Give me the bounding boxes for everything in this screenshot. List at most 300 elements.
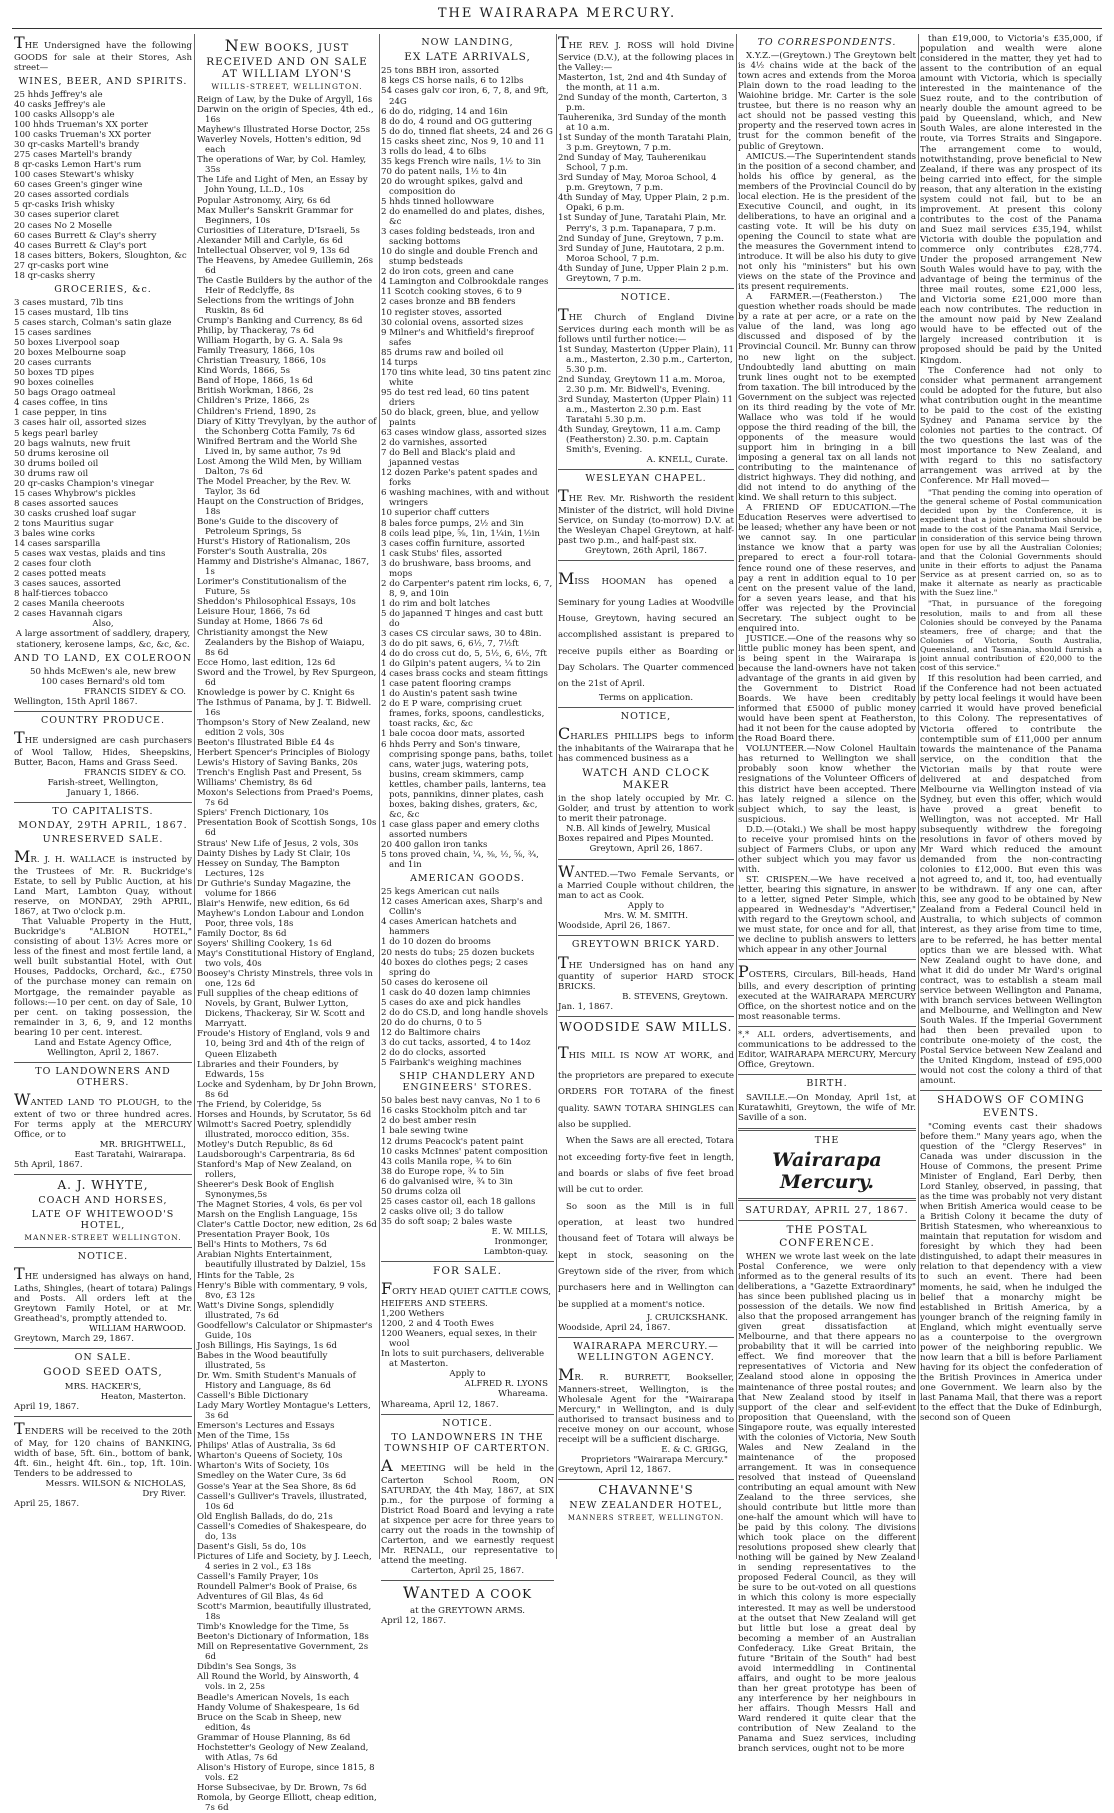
books-list [197,95,377,1813]
list-item: 2 tons Mauritius sugar [14,518,114,529]
divider [558,935,734,936]
produce-heading: COUNTRY PRODUCE. [40,714,166,726]
list-item: Dr Guthrie's Sunday Magazine, the volume for 1866 [197,878,351,899]
list-item: Cassell's Gulliver's Travels, illustrated, 10s 6d [197,1491,367,1512]
divider [14,1416,192,1417]
paragraph: WHEN we wrote last week on the late Postal Conference, we were only informed as to the general results of its deliberations, a "Gazette Extraordinary" has since been published placing us in possession of the details. We now find also that the proposed arrangement has given great dissatisfaction at Melbourne, and that there appears no probability that it will be carried into effect. We find moreover that the representatives of Victoria and New Zealand stood alone in opposing the maintenance of three postal routes; and that New Zealand stood by itself in support of the clear and self-evident proposition that Queensland, with the Singapore route, was equally interested with the colonies of Victoria, New South Wales and New Zealand in the maintenance of the proposed arrangement. It was in consequence resolved that instead of Queensland contributing an equal amount with New Zealand to the three services, she should contribute but little more than one-half the amount which will have to be paid by this colony. The divisions which took place on the different resolutions proposed shew clearly that nothing will be gained by New Zealand in sending representatives to the proposed Federal Council, as they will be sure to be out-voted on all questions in which this colony is more especially interested. It may as well be understood at the outset that New Zealand will get but little but lose a great deal by becoming a member of an Australian Confederacy. Like Great Britain, the future "Britain of the South" had best avoid intermeddling in Continental affairs, and ought to be more jealous than her great prototype has been of any interference by her neighbours in her affairs. Though Messrs Hall and Ward rendered it quite clear that the contribution of New Zealand to the Panama and Suez services, including branch services, ought not to be more [738,1251,916,1755]
list-item: 5 cases starch, Colman's satin glaze [14,318,172,329]
divider [738,1128,916,1131]
list-item: Curiosities of Literature, D'Israeli, 5s [197,225,360,236]
list-item: 5 qr-casks Irish whisky [14,200,115,211]
whyte-name: A. J. WHYTE, [57,1178,149,1193]
list-item: 4 cases American hatchets and hammers [381,917,517,938]
harwood-text: THE undersigned has always on hand, Laths, Shingles, (heart of totara) Palings and Posts. All orders left at the Greytown Family Hotel, or at Mr. Greathead's, promptly attended to. [14,1264,192,1325]
list-item: The Friend, by Coleridge, 5s [197,1099,322,1110]
list-item: 5 do japanned T hinges and cast butt do [381,608,543,629]
landing-list [381,66,554,870]
unreserved-heading: UNRESERVED SALE. [42,834,164,846]
list-item: 50 do black, green, blue, and yellow paints [381,407,539,429]
paragraph: A FRIEND OF EDUCATION.—The Education Reserves were advertised to be leased; whether any have been or not we cannot say. In one particular instance we know that a party was prepared to erect a four-roll totara-fence round one of these reserves, and pay a rent in addition equal to 10 per cent on the present value of the land, for a seven years lease, and that his offer was rejected by the Provincial Secretary. The subject ought to be enquired into. [738,503,916,634]
chavanne-heading: CHAVANNE'S [598,1483,694,1498]
divider [381,1261,554,1262]
list-item: 4th Sunday, Greytown, 11 a.m. Camp (Featherston) 2.30. p.m. Captain Smith's, Evening. [558,425,721,456]
list-item: 20 do wrought spikes, galvd and composition do [381,176,523,197]
list-item: 95 do test red lead, 60 tins patent driers [381,387,530,408]
saw-text: THIS MILL IS NOW AT WORK, and the proprietors are prepared to execute ORDERS FOR TOTARA of the finest quality. SAWN TOTARA SHINGLES can also be supplied. [558,1042,734,1130]
oats-name: MRS. HACKER'S, [64,1381,142,1392]
divider [14,802,192,803]
list-item: 35 kegs French wire nails, 1½ to 3in [381,156,542,167]
list-item: The Life and Light of Men, an Essay by John Young, LL.D., 10s [197,175,368,196]
chavanne-address: MANNERS STREET, WELLINGTON. [567,1514,725,1523]
list-item: 2 casks olive oil; 3 do tallow [381,1206,504,1217]
harwood-signature: WILLIAM HARWOOD. [89,1324,186,1335]
list-item: 30 casks crushed loaf sugar [14,508,136,519]
divider [381,1414,554,1415]
list-item: 2nd Sunday of May, Tauherenikau School, 7 p.m. [558,153,707,174]
list-item: Scott's Marmion, beautifully illustrated, 18s [197,1602,372,1623]
list-item: Reign of Law, by the Duke of Argyll, 16s [197,95,373,106]
wallace-date: Wellington, April 2, 1867. [47,1047,159,1058]
shadows-heading: SHADOWS OF COMING EVENTS. [937,1094,1085,1119]
quote: "That pending the coming into operation of the general scheme of Postal communication decided upon by the Conference, it is expedient that a joint contribution should be made to the cost of the Panama Mail Service, in consideration of this service being thrown open for use by all the Australian Colonies; and that the Colonial Governments should unite in their efforts to adjust the Panama Service as at present carried on, so as to make it alternate as nearly as practicable with the Suez line." [920,488,1102,598]
brick-heading: GREYTOWN BRICK YARD. [571,939,721,951]
list-item: 4th Sunday of May, Upper Plain, 2 p.m. Opaki, 6 p.m. [558,193,730,214]
list-item: Marsh on the English Language, 15s [197,1210,358,1221]
list-item: The Model Preacher, by the Rev. W. Taylor, 3s 6d [197,476,352,497]
list-item: Lost Among the Wild Men, by William Dalton, 7s 6d [197,456,362,477]
list-item: 100 hhds Trueman's XX porter [14,120,149,131]
list-item: 3 cases folding bedsteads, iron and sacking bottoms [381,227,535,248]
list-item: Bone's Guide to the discovery of Petroleum Springs, 5s [197,517,338,538]
list-item: Cassell's Family Prayer, 10s [197,1571,319,1582]
phillips-date: Greytown, April 26, 1867. [589,844,703,855]
list-item: 100 cases Bernard's old tom [41,676,165,687]
agency-date: Greytown, April 12, 1867. [558,1465,671,1476]
list-item: Lewis's History of Saving Banks, 20s [197,758,358,769]
list-item: Crump's Banking and Currency, 8s 6d [197,316,363,327]
carterton-text: A MEETING will be held in the Carterton School Room, ON SATURDAY, the 4th May, 1867, at SIX p.m., for the purpose of forming a District Road Board and levying a rate at sixpence per acre for three years to carry out the roads in the township of Carterton, and we earnestly request Mr. RENALL, our representative to attend the meeting. [381,1455,554,1566]
divider [558,1016,734,1017]
list-item: Josh Billings, His Sayings, 1s 6d [197,1340,338,1351]
divider [381,1580,554,1581]
column-4 [558,34,734,1559]
list-item: 1200, 2 and 4 Tooth Ewes [381,1319,494,1330]
wallace-office: Land and Estate Agency Office, [34,1037,172,1048]
list-item: Straus' New Life of Jesus, 2 vols, 30s [197,838,359,849]
list-item: Intellectual Observer, vol 9, 13s 6d [197,245,350,256]
american-heading: AMERICAN GOODS. [410,873,525,885]
list-item: Cassell's Comedies of Shakespeare, do do, 13s [197,1521,367,1542]
divider [14,1062,192,1063]
list-item: 43 coils Manila rope, ¾ to 6in [381,1156,512,1167]
list-item: 5 cases do axe and pick handles [381,997,521,1008]
list-item: Popular Astronomy, Airy, 6s 6d [197,195,331,206]
tenders-signature: Messrs. WILSON & NICHOLAS, [45,1478,186,1489]
list-item: 20 cases assorted cordials [14,190,129,201]
list-item: Sword and the Trowel, by Rev Spurgeon, 6d [197,667,377,688]
list-item: Horse Subsecivae, by Dr. Brown, 7s 6d [197,1782,367,1793]
paragraph: JUSTICE.—One of the reasons why so little public money has been spent, and is being spent in the Wairarapa is because the land-owners have not taken advantage of the grants in aid given by the Government to District Road Boards. We have been creditably informed that £5000 of public money would have been spent at Featherston, had it not been for the cause adopted by the Road Board there. [738,633,916,745]
list-item: 4 cases coffee, in tins [14,398,108,409]
list-item: 6 hhds Perry and Son's tinware, comprising sponge pans, baths, toilet cans, water jugs, watering pots, busins, cream skimmers, camp kettles, chamber pails, lanterns, tea pots, pannikins, dinner plates, cash boxes, baking dishes, graters, &c, &c, &c [381,739,553,820]
also-label: Also, [92,619,114,630]
sidey-intro: THE Undersigned have the following GOODS for sale at their Stores, Ash street— [14,33,192,73]
list-item: 1 do rim and bolt latches [381,598,491,609]
column-1 [14,34,192,1559]
list-item: 85 drums raw and boiled oil [381,347,504,358]
saw-heading: WOODSIDE SAW MILLS. [559,1020,733,1035]
list-item: 50 bales best navy canvas, No 1 to 6 [381,1096,541,1107]
wanted-text: WANTED.—Two Female Servants, or a Married Couple without children, the man to act as Cook. [558,861,734,902]
list-item: Sheerer's Desk Book of English Synonymes,5s [197,1180,335,1201]
list-item: 8 do do, 4 round and OG guttering [381,116,532,127]
phillips-text: CHARLES PHILLIPS begs to inform the inhabitants of the Wairarapa that he has commenced business as a [558,723,734,764]
list-item: 30 colonial ovens, assorted sizes [381,317,524,328]
wanted-date: Woodside, April 26, 1867. [558,921,671,932]
harwood-date: Greytown, March 29, 1867. [14,1334,135,1345]
divider [558,288,734,289]
list-item: Max Muller's Sanskrit Grammar for Beginners, 10s [197,205,354,226]
oats-text: GOOD SEED OATS, [43,1366,163,1379]
list-item: Laudsborough's Carpentraria, 8s 6d [197,1149,355,1160]
list-item: 3 cases coffin furniture, assorted [381,538,525,549]
list-item: 2 cases Havannah cigars [14,609,123,620]
correspondents-heading: TO CORRESPONDENTS. [757,37,897,48]
wanted-signature: Mrs. W. M. SMITH. [604,911,688,922]
phillips-nb: N.B. All kinds of Jewelry, Musical Boxes repaired and Pipes Mounted. [558,824,714,845]
list-item: 1 case pepper, in tins [14,408,107,419]
ship-heading: SHIP CHANDLERY AND ENGINEERS' STORES. [399,1071,536,1094]
list-item: Arabian Nights Entertainment, beautifully illustrated by Dalziel, 15s [197,1250,366,1271]
list-item: Selections from the writings of John Ruskin, 8s 6d [197,295,355,317]
list-item: 18 cases bitters, Bokers, Sloughton, &c [14,250,187,261]
list-item: Winifred Bertram and the World She Lived in, by same author, 7s 9d [197,436,358,457]
list-item: 1 do Austin's patent sash twine [381,689,518,700]
produce-text: THE undersigned are cash purchasers of Wool Tallow, Hides, Sheepskins, Butter, Bacon, Hams and Grass Seed. [14,727,192,768]
list-item: 20 400 gallon iron tanks [381,840,488,850]
list-item: Ecce Homo, last edition, 12s 6d [197,657,336,668]
list-item: 60 cases Burrett & Clay's sherry [14,230,157,241]
paragraph: D.D.—(Otaki.) We shall be most happy to receive your promised hints on the subject of Farmers Clubs, or upon any other subject which you may favor us with. [738,824,916,875]
list-item: Grammar of House Planning, 8s 6d [197,1732,351,1743]
list-item: Roundell Palmer's Book of Praise, 6s [197,1581,357,1592]
forsale-signature: ALFRED R. LYONS [464,1379,548,1390]
list-item: 2 cases four cloth [14,559,92,570]
list-item: 15 cases mustard, 1lb tins [14,307,129,318]
list-item: 9 Milner's and Whitfield's fireproof safes [381,327,534,348]
birth-heading: BIRTH. [806,1078,848,1090]
divider [558,560,734,561]
list-item: Emerson's Lectures and Essays [197,1421,335,1432]
list-item: The Isthmus of Panama, by J. T. Bidwell. 16s [197,697,372,718]
divider [738,1198,916,1201]
list-item: Gosse's Year at the Sea Shore, 8s 6d [197,1481,357,1492]
list-item: 18 qr-casks sherry [14,270,95,281]
list-item: 25 cases castor oil, each 18 gallons [381,1196,536,1207]
list-item: 7 do Bell and Black's plaid and japanned vestas [381,448,516,469]
brick-signature: B. STEVENS, Greytown. [622,992,728,1003]
capitalists-heading: TO CAPITALISTS. [52,805,154,817]
list-item: 3 cases sauces, assorted [14,579,121,590]
column-divider [736,34,737,1559]
list-item: Spiers' French Dictionary, 10s [197,808,329,819]
list-item: Alexander Mill and Carlyle, 6s 6d [197,235,343,246]
list-item: 4th Sunday of June, Upper Plain 2 p.m. Greytown, 7 p.m. [558,263,729,284]
list-item: Babes in the Wood beautifully illustrated, 5s [197,1350,328,1371]
title-the: THE [814,1134,840,1146]
brick-text: THE Undersigned has on hand any quantity of superior HARD STOCK BRICKS. [558,952,734,993]
list-item: 35 do soft soap; 2 bales waste [381,1216,513,1227]
list-item: 40 cases Burrett & Clay's port [14,240,147,251]
land-heading: AND TO LAND, EX COLEROON [14,652,192,664]
paragraph: ST. CRISPEN.—We have received a letter, bearing this signature, in answer to a letter, signed Peter Simple, which appeared in Wednesday's "Advertiser," with regard to the Greytown school, and we must state, for once and for all, that we decline to publish answers to letters which appear in any other Journal [738,874,916,956]
list-item: 1 do Gilpin's patent augers, ¼ to 2in [381,659,541,670]
list-item: Motley's Dutch Republic, 8s 6d [197,1139,334,1150]
list-item: 3 cases mustard, 7lb tins [14,297,124,308]
notice-heading: NOTICE. [77,1251,129,1263]
list-item: 25 kegs American cut nails [381,887,500,898]
wanted-apply: Apply to [627,901,665,912]
list-item: Bruce on the Scab in Sheep, new edition, 4s [197,1712,342,1733]
church-list [558,345,734,456]
list-item: Waverley Novels, Hotten's edition, 9d each [197,135,362,156]
column-5 [738,34,916,1755]
divider [738,1220,916,1221]
divider [558,469,734,470]
groceries-list [14,298,192,620]
forsale-apply: Apply to [449,1369,486,1380]
divider [14,1247,192,1248]
list-item: 4 do do cross cut do, 5, 5½, 6, 6½, 7ft [381,649,547,660]
forsale-list [381,1309,554,1369]
list-item: Old English Ballads, do do, 21s [197,1511,333,1522]
list-item: Goodfellow's Calculator or Shipmaster's Guide, 10s [197,1320,373,1341]
list-item: 5 Fairbank's weighing machines [381,1058,522,1069]
landowners-heading: TO LANDOWNERS AND OTHERS. [35,1065,171,1088]
paragraph: A FARMER.—(Featherston.) The question whether roads should be made by a rate at per acre, or a rate on the value of the land, was long ago discussed and disposed of by the Provincial Council. Mr. Bunny can throw no new light on the subject. Undoubtedly land abutting on main trunk lines ought not to be exempted from taxation. The bill introduced by the Government on the subject was rejected on its third reading by the vote of Mr. Wallace who was told if he would oppose the third reading of the bill, the opponents of the measure would support him in bringing in a bill imposing a general tax on all lands not contributing to the maintenance of district highways. They did nothing, and did not intend to do anything of the kind. We shall return to this subject. [738,292,916,504]
land-list [14,667,192,687]
list-item: Hurst's History of Rationalism, 20s [197,537,351,548]
list-item: 8 kegs CS horse nails, 6 to 12lbs [381,76,524,87]
list-item: 30 drums boiled oil [14,458,99,469]
list-item: 5 hhds tinned hollowware [381,197,494,207]
list-item: Soyers' Shilling Cookery, 1s 6d [197,938,332,949]
wesleyan-heading: WESLEYAN CHAPEL. [585,473,707,485]
agency-signature: E. & C. GRIGG, [661,1445,728,1456]
carterton-date: Carterton, April 25, 1867. [410,1566,525,1577]
divider [558,859,734,860]
ross-list [558,73,734,284]
saw-date: Woodside, April 24, 1867. [558,1322,671,1333]
landowners-signature: MR. BRIGHTWELL, [99,1139,186,1150]
list-item: 8 coils lead pipe, ⅝, 1in, 1¼in, 1½in [381,528,540,539]
newspaper-title: Wairarapa Mercury. [772,1148,882,1193]
books-subheading: WILLIS-STREET, WELLINGTON. [211,82,363,92]
phillips-big: WATCH AND CLOCK MAKER [582,766,710,791]
mills-signature: E. W. MILLS, [491,1226,548,1237]
list-item: 3 cases CS circular saws, 30 to 48in. [381,629,542,640]
also-text: A large assortment of saddlery, drapery, stationery, kerosene lamps, &c, &c, &c. [15,629,191,650]
list-item: 50 drums colza oil [381,1186,461,1197]
list-item: 4 Lamington and Colbrookdale ranges [381,277,549,288]
list-item: 2 do varnishes, assorted [381,438,488,449]
list-item: 10 casks McInnes' patent composition [381,1146,548,1157]
saw-text-3: So soon as the Mill is in full operation, at least two hundred thousand feet of Totara will always be kept in stock, seasoning on the Greytown side of the river, from which purchasers here and in Wellington can be supplied at a moment's notice. [558,1201,734,1310]
postal-article-conclusion [920,674,1102,1086]
list-item: 60 cases Green's ginger wine [14,180,143,191]
sidey-date: Wellington, 15th April 1867. [14,696,138,707]
divider [738,1026,916,1027]
list-item: Band of Hope, 1866, 1s 6d [197,376,313,387]
tenders-text: TENDERS will be received to the 20th of May, for 120 chains of BANKING, width of base, 5ft. 6in., bottom of bank, 4ft. 6in., height 4ft. 6in., top, 1ft. 10in. Tenders to be addressed to [14,1418,192,1479]
list-item: 1 case patent flooring cramps [381,679,512,690]
agency-text: MR. R. BURRETT, Bookseller, Manners-street, Wellington, is the Wholesale Agent for the "Wairarapa Mercury," in Wellington, and is duly authorised to transact business and to receive money on our account, whose receipt will be a sufficient discharge. [558,1365,734,1446]
list-item: 1 cask Stubs' files, assorted [381,548,503,559]
list-item: Christian Treasury, 1866, 10s [197,356,326,367]
list-item: Dainty Dishes by Lady St Clair, 10s [197,848,351,859]
list-item: The operations of War, by Col. Hamley, 35s [197,155,367,176]
list-item: 8 cases assorted sauces [14,498,119,509]
list-item: 3 do cut tacks, assorted, 4 to 14oz [381,1037,531,1048]
list-item: 14 turps [381,357,418,368]
list-item: Mayhew's Illustrated Horse Doctor, 25s [197,125,371,136]
list-item: Dasent's Gisli, 5s do, 10s [197,1541,307,1552]
list-item: Tauherenika, 3rd Sunday of the month at 10 a.m. [558,113,727,134]
onsale-heading: ON SALE. [74,1352,132,1364]
list-item: 5 cases wax vestas, plaids and tins [14,549,166,560]
list-item: Froude's History of England, vols 9 and 10, being 3rd and 4th of the reign of Queen Elizabeth [197,1029,370,1060]
list-item: Men of the Time, 15s [197,1431,290,1442]
list-item: Romola, by George Elliott, cheap edition, 7s 6d [197,1792,377,1813]
posters-text: POSTERS, Circulars, Bill-heads, Hand bills, and every description of printing executed at the WAIRARAPA MERCURY Office, on the shortest notice and on the most reasonable terms. [738,962,916,1023]
list-item: Family Doctor, 8s 6d [197,928,287,939]
list-item: Clater's Cattle Doctor, new edition, 2s 6d [197,1220,377,1231]
list-item: 4 cases brass cocks and steam fittings [381,669,548,680]
list-item: 50 cases do kerosene oil [381,977,488,988]
postal-heading: THE POSTAL CONFERENCE. [779,1224,875,1249]
list-item: Dr. Wm. Smith Student's Manuals of History and Language, 8s 6d [197,1371,356,1392]
list-item: 6 do do, ridging, 14 and 16in [381,106,508,117]
saw-signature: J. CRUICKSHANK. [646,1312,728,1323]
list-item: Leisure Hour, 1866, 7s 6d [197,607,311,618]
list-item: 3 cases hair oil, assorted sizes [14,418,147,429]
list-item: Children's Friend, 1890, 2s [197,406,316,417]
notice2-heading: NOTICE, [620,710,672,722]
list-item: 20 bags walnuts, new fruit [14,438,131,449]
list-item: 2 cases potted meats [14,569,106,580]
list-item: 2 do E P ware, comprising cruet frames, forks, spoons, candlesticks, toast racks, &c, &c [381,699,545,730]
forsale-address: Whareama. [498,1389,548,1400]
masthead: THE WAIRARAPA MERCURY. [437,6,677,21]
list-item: Thompson's Story of New Zealand, new edition 2 vols, 30s [197,717,371,738]
list-item: Haupt on the Construction of Bridges, 18s [197,496,364,517]
list-item: 1 bale cocoa door mats, assorted [381,729,525,740]
quote: "That, in pursuance of the foregoing resolution, mails to and from all these Colonies should be conveyed by the Panama steamers, free of charge; and that the Colonies of Victoria, South Australia, Queensland, and Tasmania, should furnish a joint annual contribution of £20,000 to the cost of this service." [920,599,1102,673]
list-item: 3rd Sunday of May, Moroa School, 4 p.m. Greytown, 7 p.m. [558,173,717,194]
wines-heading: WINES, BEER, AND SPIRITS. [18,75,188,87]
groceries-heading: GROCERIES, &c. [54,283,152,295]
list-item: Children's Prize, 1866, 2s [197,396,310,407]
list-item: 2 cases bronze and BB fenders [381,297,516,308]
list-item: 20 cases No 2 Moselle [14,220,112,231]
list-item: Beadle's American Novels, 1s each [197,1692,350,1703]
list-item: 1 do 10 dozen do brooms [381,937,491,948]
list-item: The Castle Builders by the author of the Heir of Redclyffe, 8s [197,275,373,296]
column-divider [918,34,919,1559]
column-2 [197,34,377,1813]
list-item: 11 Scotch cooking stoves, 6 to 9 [381,287,522,298]
list-item: 14 cases sarsparilla [14,539,101,550]
list-item: Lady Mary Wortley Montague's Letters, 3s 6d [197,1401,371,1422]
ship-list [381,1096,554,1227]
list-item: 2 do iron cots, green and cane [381,267,514,278]
list-item: 90 boxes coinelles [14,378,94,389]
list-item: 16 casks Stockholm pitch and tar [381,1106,527,1117]
oats-date: April 19, 1867. [14,1401,80,1412]
list-item: Lorimer's Constitutionalism of the Future, 5s [197,577,347,598]
wesleyan-date: Greytown, 26th April, 1867. [585,546,707,557]
list-item: 50 hhds McEwen's ale, new brew [30,666,176,677]
landing-subheading: EX LATE ARRIVALS, [404,51,531,64]
produce-date: January 1, 1866. [67,787,139,798]
list-item: Timb's Knowledge for the Time, 5s [197,1622,349,1633]
masthead-rule [12,28,1102,29]
list-item: Handy Volume of Shakespeare, 1s 6d [197,1702,360,1713]
list-item: 8 bales force pumps, 2½ and 3in [381,518,524,529]
list-item: 15 cases sardines [14,328,92,339]
list-item: 5 tons proved chain, ¼, ⅜, ½, ⅝, ¾, and 1in [381,850,539,871]
list-item: Forster's South Australia, 20s [197,547,327,558]
list-item: Dibdin's Sea Songs, 3s [197,1662,297,1673]
dateline: SATURDAY, APRIL 27, 1867. [745,1205,909,1217]
produce-signature: FRANCIS SIDEY & CO. [84,767,186,778]
list-item: 1st Sunday, Masterton (Upper Plain), 11 a.m., Masterton, 2.30 p.m., Carterton, 5.30 p.m. [558,344,734,375]
list-item: Trench's English Past and Present, 5s [197,768,362,779]
mills-line: Ironmonger, [494,1236,548,1247]
cook-line: at the GREYTOWN ARMS. [409,1605,526,1616]
list-item: 3 rolls do lead, 4 to 6lbs [381,146,487,157]
list-item: Hammy and Distrishe's Almanac, 1867, 1s [197,557,370,578]
list-item: Presentation Prayer Book, 10s [197,1230,330,1241]
list-item: Boosey's Christy Minstrels, three vols in one, 12s 6d [197,969,373,990]
list-item: Williams' Chemistry, 8s 6d [197,778,313,789]
list-item: 100 cases Stewart's whisky [14,170,134,181]
list-item: 38 do Europe rope, ¾ to 5in [381,1166,504,1177]
list-item: 1st Sunday of June, Taratahi Plain, Mr. Perry's, 3 p.m. Tapanapara, 7 p.m. [558,213,727,234]
postal-article-continued [920,34,1102,486]
list-item: Sheddon's Philosophical Essays, 10s [197,597,356,608]
column-3 [381,34,554,1626]
landing-heading: NOW LANDING, [421,37,514,48]
list-item: 40 casks Jeffrey's ale [14,99,106,110]
list-item: 5 do do, tinned flat sheets, 24 and 26 G [381,126,553,137]
divider [738,1074,916,1075]
paragraph: The Conference had not only to consider what permanent arrangement could be adopted for the future, but also what contribution ought in the meantime to be paid to the cost of the existing Sydney and Panama service by the colonies not parties to the contract. Of the two questions the last was of the most importance to New Zealand, and with regard to this no satisfactory arrangement was arrived at by the Conference. Mr Hall moved— [920,365,1102,487]
list-item: 8 half-tierces tobacco [14,589,108,600]
church-signature: A. KNELL, Curate. [646,455,728,466]
church-text: THE Church of England Divine Services during each month will be as follows until further notice:— [558,304,734,345]
list-item: 12 dozen Parke's patent spades and forks [381,468,538,489]
phillips-text-2: in the shop lately occupied by Mr. C. Golder, and trust by attention to work to merit their patronage. [558,794,734,825]
whyte-line-2: LATE OF WHITEWOOD'S HOTEL, [31,1209,175,1232]
carterton-heading: TO LANDOWNERS IN THE TOWNSHIP OF CARTERTON. [384,1431,551,1454]
divider [738,959,916,960]
list-item: The Magnet Stories, 4 vols, 6s per vol [197,1200,363,1211]
shadows-text: "Coming events cast their shadows before them." Many years ago, when the question of the "Clergy Reserves" in Canada was under discussion in the House of Commons, the present Prime Minister of England, Earl Derby, then Lord Stanley, observed, in passing, that as the time was probably not very distant when British America would cease to be a British Colony it became the duty of British Statesmen, who whereanxious to maintain that reputation for wisdom and foresight by which they had been distinguished, to adapt their measures in relation to that dependency with a view to such an event. There had been moments, he said, when he indulged the belief that a monarchy might be established in British America, by a younger branch of the reigning family in England, which might eventually serve as a counterpoise to the overgrown power of the neighboring republic. We now learn that a bill is before Parliament having for its object the confederation of the British Provinces in America under one Government. We learn also by the last Panama Mail, that there was a report to the effect that the Duke of Edinburgh, second son of Queen [920,1121,1102,1424]
list-item: 20 qr-casks Champion's vinegar [14,478,154,489]
list-item: Pictures of Life and Society, by J. Leech, 4 series in 2 vol., £3 18s [197,1551,372,1572]
